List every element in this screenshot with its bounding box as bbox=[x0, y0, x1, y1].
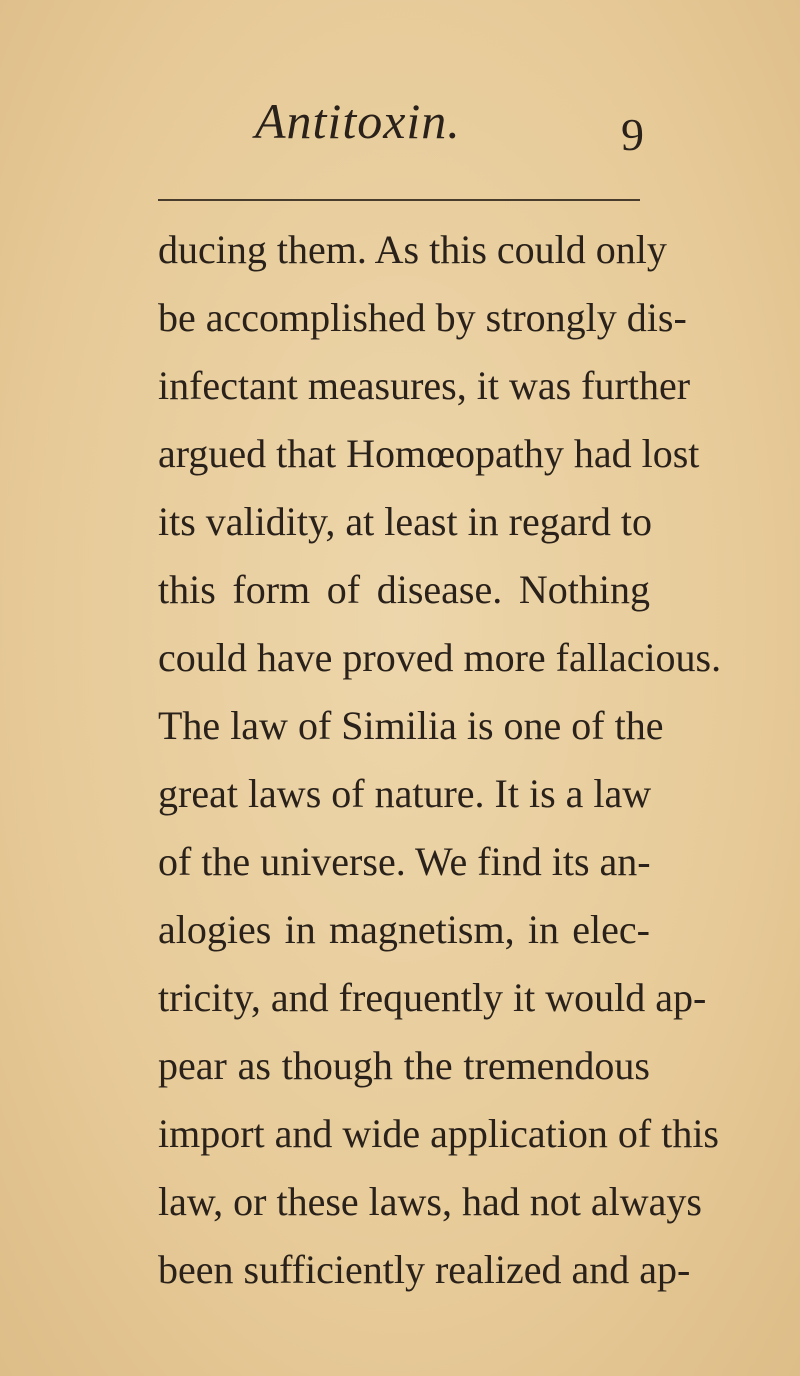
text-line: its validity, at least in regard to bbox=[158, 499, 652, 544]
text-line: The law of Similia is one of the bbox=[158, 703, 664, 748]
page-number: 9 bbox=[621, 109, 644, 160]
text-line: ducing them. As this could only bbox=[158, 227, 667, 272]
text-line: import and wide application of this bbox=[158, 1111, 719, 1156]
text-line: great laws of nature. It is a law bbox=[158, 771, 652, 816]
text-line: law, or these laws, had not always bbox=[158, 1179, 702, 1224]
text-line: of the universe. We find its an- bbox=[158, 839, 651, 884]
text-line: tricity, and frequently it would ap- bbox=[158, 975, 707, 1020]
text-line: infectant measures, it was further bbox=[158, 363, 691, 408]
text-line: be accomplished by strongly dis- bbox=[158, 295, 687, 340]
header-rule bbox=[158, 199, 640, 201]
text-line: argued that Homœopathy had lost bbox=[158, 431, 700, 476]
text-line: this form of disease. Nothing bbox=[158, 567, 650, 612]
text-line: been sufficiently realized and ap- bbox=[158, 1247, 691, 1292]
text-line: alogies in magnetism, in elec- bbox=[158, 907, 650, 952]
text-line: could have proved more fallacious. bbox=[158, 635, 722, 680]
text-line: pear as though the tremendous bbox=[158, 1043, 650, 1088]
body-paragraph bbox=[158, 216, 722, 1304]
running-title: Antitoxin. bbox=[255, 93, 461, 149]
